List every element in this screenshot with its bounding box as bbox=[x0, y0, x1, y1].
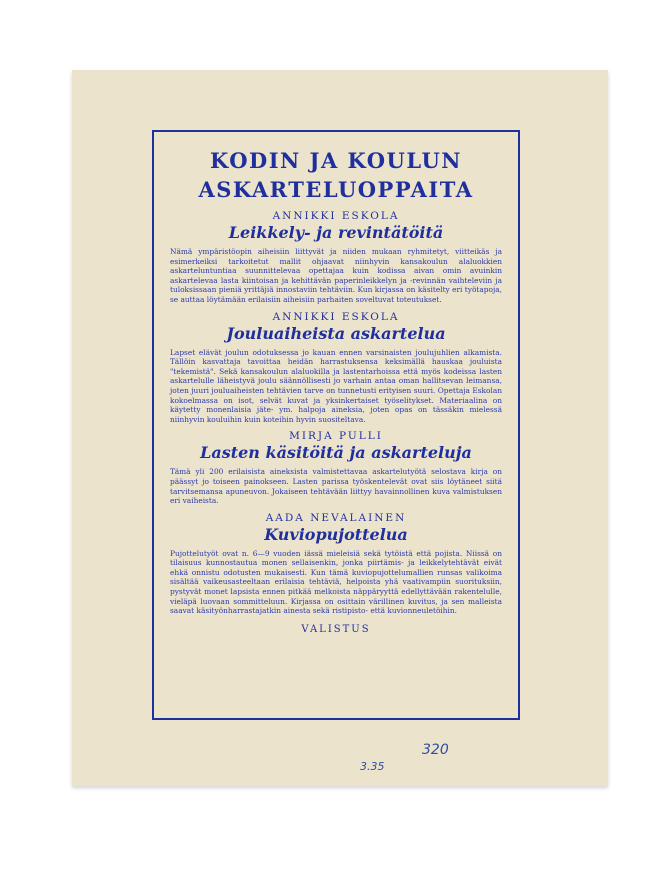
book-description: Lapset elävät joulun odotuksessa jo kauan ennen varsinaisten joulujuhlien alkamista. Tällöin kasvattaja tavoittaa heidän harrastuksensa keksimällä hauskaa jouluista "tekemistä". Sekä kansakoulun alaluokilla ja lastentarhoissa että myös kodeissa lasten askartelulle läheistyvä joulu säännöllisesti jo varhain antaa oman hallitsevan leimansa, joten juuri jouluaiheisten tehtävien tarve on tunnetusti erityisen suuri. Opettaja Eskolan kokoelmassa on isot, selvät kuvat ja yksinkertaiset työselitykset. Materiaalina on käytetty monenlaisia jäte- ym. halpoja aineksia, joten opas on tässäkin mielessä niinhyvin kouluihin kuin koteihin hyvin suositeltava. bbox=[170, 347, 502, 424]
series-title-line-2: ASKARTELUOPPAITA bbox=[198, 177, 474, 202]
book-author: MIRJA PULLI bbox=[289, 430, 383, 443]
book-entry bbox=[166, 311, 506, 425]
book-title: Leikkely- ja revintätöitä bbox=[228, 223, 444, 242]
book-entry bbox=[166, 430, 506, 505]
book-title: Kuviopujottelua bbox=[264, 524, 408, 544]
book-entry bbox=[166, 210, 506, 305]
book-title: Jouluaiheista askartelua bbox=[226, 323, 446, 343]
publisher-name: VALISTUS bbox=[301, 623, 371, 635]
book-back-cover bbox=[72, 70, 608, 786]
book-description: Tämä yli 200 erilaisista aineksista valmistettavaa askartelutyötä selostava kirja on päässyt jo toiseen painokseen. Lasten parissa työskentelevät ovat siis löytäneet siitä tarvitsemansa apuneuvon. Jokaiseen tehtävään liittyy havainnollinen kuva valmistuksen eri vaiheista. bbox=[170, 467, 502, 506]
series-title-line-1: KODIN JA KOULUN bbox=[210, 148, 462, 173]
book-title: Lasten käsitöitä ja askarteluja bbox=[200, 443, 472, 463]
book-description: Pujottelutyöt ovat n. 6—9 vuoden iässä mieleisiä sekä tytöistä että pojista. Niissä on tilaisuus kunnostautua monen sellaisenkin, jonka piirtämis- ja leikkelytehtävät eivät ehkä onnistu odotusten mukaisesti. Kun tämä kuviopujottelumallien runsas valikoima sisältää vaikeusasteeltaan erilaisia tehtäviä, helpoista yhä vaativampiin suorituksiin, pystyvät monet lapsista ennen pitkää melkoista näppäryyttä edellyttävään rakentelulle, vieläpä luovaan sommitteluun. Kirjassa on osittain värillinen kuvitus, ja sen malleista saavat käsityönharrastajatkin ainesta sekä ristipisto- että kuvionneuletöihin. bbox=[170, 548, 502, 616]
handwritten-number: 320 bbox=[422, 742, 449, 758]
book-description: Nämä ympäristöopin aiheisiin liittyvät ja niiden mukaan ryhmitetyt, viitteikäs ja esimerkeiksi tarkoitetut mallit ohjaavat niinhyvin kansakoulun alaluokkien askarteluntuntiaa suunnittelevaa opettajaa kuin kodissa aivan omin avuinkin askartelevaa lasta kiintoisan ja kehittävän paperinleikkelyn ja -revinnän vaihteleviin ja tuloksissaan pieniä yrittäjiä innostaviin tehtäviin. Kun kirjassa on käsitelty eri työtapoja, se auttaa löytämään erilaisiin aiheisiin parhaiten soveltuvat toteutukset. bbox=[170, 247, 502, 304]
book-author: ANNIKKI ESKOLA bbox=[272, 210, 400, 222]
advert-frame bbox=[152, 130, 520, 720]
book-entry bbox=[166, 512, 506, 616]
book-author: ANNIKKI ESKOLA bbox=[272, 310, 400, 323]
handwritten-price: 3.35 bbox=[360, 760, 385, 773]
book-author: AADA NEVALAINEN bbox=[265, 511, 407, 524]
